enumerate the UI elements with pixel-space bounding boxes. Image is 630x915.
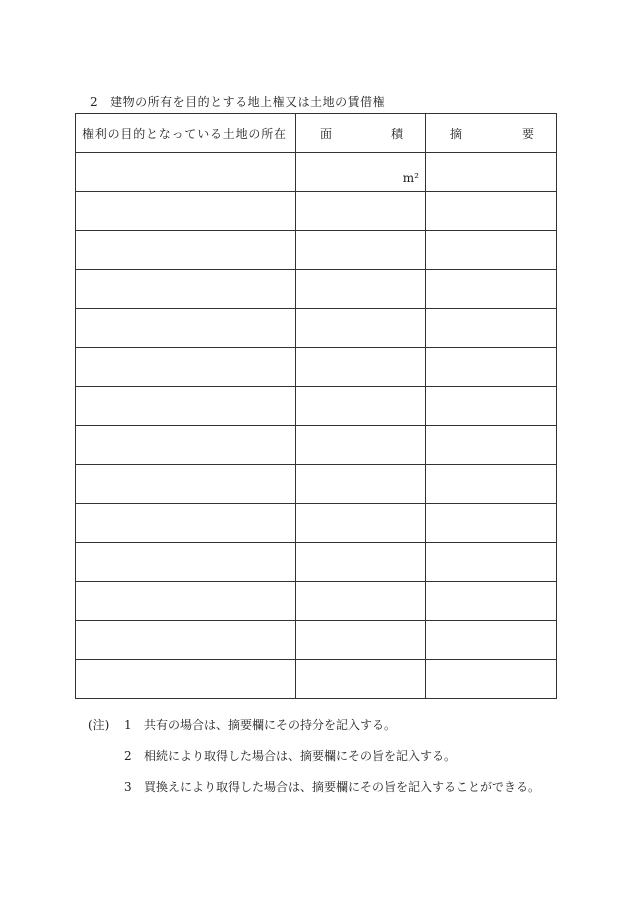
header-area-char-2: 積: [390, 126, 403, 141]
area-cell[interactable]: [296, 270, 426, 309]
remarks-cell[interactable]: [426, 582, 557, 621]
table-row: [76, 309, 557, 348]
area-cell[interactable]: [296, 309, 426, 348]
area-cell[interactable]: [296, 231, 426, 270]
area-cell[interactable]: [296, 582, 426, 621]
area-cell[interactable]: [296, 426, 426, 465]
header-remarks-char-2: 要: [521, 126, 534, 141]
location-cell[interactable]: [76, 387, 296, 426]
table-row: [76, 270, 557, 309]
notes-section: [88, 716, 540, 809]
land-rights-table: [75, 113, 557, 699]
table-row: [76, 660, 557, 699]
area-cell[interactable]: [296, 543, 426, 582]
location-cell[interactable]: [76, 543, 296, 582]
area-cell[interactable]: [296, 192, 426, 231]
remarks-cell[interactable]: [426, 309, 557, 348]
section-title: [90, 93, 385, 110]
table-header-row: [76, 114, 557, 153]
table-row: [76, 582, 557, 621]
location-cell[interactable]: [76, 582, 296, 621]
note-text: 買換えにより取得した場合は、摘要欄にその旨を記入することができる。: [144, 780, 541, 794]
remarks-cell[interactable]: [426, 387, 557, 426]
header-remarks-char-1: 摘: [450, 126, 463, 141]
location-cell[interactable]: [76, 192, 296, 231]
remarks-cell[interactable]: [426, 270, 557, 309]
note-number: 2: [124, 749, 132, 763]
table-row: [76, 153, 557, 192]
note-number: 1: [124, 718, 132, 732]
note-item: [88, 716, 540, 747]
remarks-cell[interactable]: [426, 504, 557, 543]
table-row: [76, 543, 557, 582]
notes-label: (注): [88, 718, 110, 732]
table-row: [76, 504, 557, 543]
remarks-cell[interactable]: [426, 348, 557, 387]
area-cell[interactable]: [296, 621, 426, 660]
location-cell[interactable]: [76, 504, 296, 543]
note-number: 3: [124, 780, 132, 794]
area-cell[interactable]: [296, 465, 426, 504]
header-area-char-1: 面: [320, 126, 333, 141]
header-area: [296, 114, 426, 153]
table-row: [76, 387, 557, 426]
table-row: [76, 348, 557, 387]
area-cell[interactable]: [296, 153, 426, 192]
area-cell[interactable]: [296, 387, 426, 426]
location-cell[interactable]: [76, 309, 296, 348]
note-text: 相続により取得した場合は、摘要欄にその旨を記入する。: [144, 749, 457, 763]
area-cell[interactable]: [296, 660, 426, 699]
location-cell[interactable]: [76, 348, 296, 387]
remarks-cell[interactable]: [426, 192, 557, 231]
table-body: [76, 153, 557, 699]
location-cell[interactable]: [76, 660, 296, 699]
note-item: [88, 778, 540, 809]
header-remarks: [426, 114, 557, 153]
remarks-cell[interactable]: [426, 621, 557, 660]
area-cell[interactable]: [296, 348, 426, 387]
location-cell[interactable]: [76, 426, 296, 465]
table-row: [76, 192, 557, 231]
location-cell[interactable]: [76, 621, 296, 660]
location-cell[interactable]: [76, 465, 296, 504]
remarks-cell[interactable]: [426, 660, 557, 699]
area-unit: m²: [402, 171, 419, 185]
table-row: [76, 465, 557, 504]
header-land-location: 権利の目的となっている土地の所在: [76, 114, 296, 153]
table-row: [76, 426, 557, 465]
remarks-cell[interactable]: [426, 153, 557, 192]
area-cell[interactable]: [296, 504, 426, 543]
remarks-cell[interactable]: [426, 543, 557, 582]
table-row: [76, 231, 557, 270]
section-title-text: 建物の所有を目的とする地上権又は土地の賃借権: [110, 95, 386, 109]
remarks-cell[interactable]: [426, 231, 557, 270]
remarks-cell[interactable]: [426, 426, 557, 465]
section-number: 2: [90, 95, 99, 109]
note-text: 共有の場合は、摘要欄にその持分を記入する。: [144, 718, 397, 732]
location-cell[interactable]: [76, 270, 296, 309]
location-cell[interactable]: [76, 153, 296, 192]
location-cell[interactable]: [76, 231, 296, 270]
remarks-cell[interactable]: [426, 465, 557, 504]
table-row: [76, 621, 557, 660]
note-item: [88, 747, 540, 778]
